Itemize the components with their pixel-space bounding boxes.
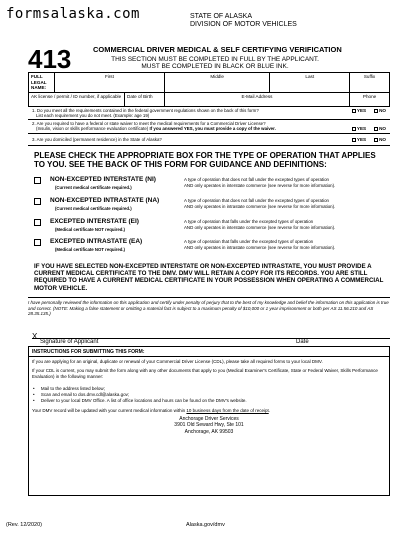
revision-date: (Rev. 12/2020) (6, 522, 42, 528)
first-name-label: First (104, 74, 114, 79)
instructions-title: INSTRUCTIONS FOR SUBMITTING THIS FORM: (32, 349, 145, 355)
dmv-website-link[interactable]: Alaska.gov/dmv (186, 522, 225, 528)
option-non-excepted-intrastate (34, 197, 394, 217)
option-note: (Current medical certificate required.) (55, 206, 132, 211)
option-note: (Medical certificate NOT required.) (55, 227, 125, 232)
question-text: Do you meet all the requirements contained in the federal government regulations shown on the back of this form? (36, 108, 259, 113)
option-description: A type of operation that does not fall under the excepted types of operation AND only operates in interstate commerce (see reverse for more information). (184, 177, 336, 188)
middle-name-label: Middle (210, 74, 224, 79)
question-2 (28, 121, 390, 131)
option-description: A type of operation that falls under the excepted types of operation AND only operates in interstate commerce (see reverse for more information). (184, 219, 336, 230)
first-name-field[interactable] (54, 73, 164, 93)
option-description: A type of operation that does not fall under the excepted types of operation AND only operates in intrastate commerce (see reverse for more information). (184, 198, 336, 209)
state-name: STATE OF ALASKA (190, 13, 252, 20)
ea-checkbox[interactable] (34, 239, 41, 246)
ei-checkbox[interactable] (34, 219, 41, 226)
option-description: A type of operation that falls under the excepted types of operation AND only operates in intrastate commerce (see reverse for more information). (184, 239, 336, 250)
question-waiver-note: If you answered YES, you must provide a copy of the waiver. (149, 126, 276, 132)
instructions-paragraph-2: If your CDL is current, you may submit the form along with any other documents that apply to you (Medical Examiner's Certificate, State or Federal Waiver, Skills Performance Evaluation) in the following manner: (32, 368, 378, 379)
option-name: EXCEPTED INTERSTATE (EI) (50, 218, 139, 225)
instructions-bullet-email: • Scan and email to dos.dmv.cdl@alaska.gov; (33, 392, 130, 397)
middle-name-field[interactable] (164, 73, 270, 93)
certification-statement: I have personally reviewed the information on this application and certify under penalty of perjury that to the best of my knowledge and belief the information on this application is true and correct. (NOTE: Making a false statement or omitting a material fact is subject to a maximum penalty of $10,000 or 1 year imprisonment or both per AS 11.56.210 and AS 28.35.135.) (28, 300, 389, 316)
subtitle-line-1: THIS SECTION MUST BE COMPLETED IN FULL BY THE APPLICANT. (111, 56, 319, 63)
medical-certificate-warning: IF YOU HAVE SELECTED NON-EXCEPTED INTERSTATE OR NON-EXCEPTED INTRASTATE, YOU MUST PROVIDE A CURRENT MEDICAL CERTIFICATE TO THE DMV. DMV WILL RETAIN A COPY FOR ITS RECORDS. YOU ARE STILL REQUIRED TO HAVE A CURRENT MEDICAL CERTIFICATE IN YOUR POSSESSION WHEN OPERATING A COMMERCIAL MOTOR VEHICLE. (34, 263, 384, 292)
phone-field[interactable] (350, 92, 390, 106)
email-label: E-Mail Address (241, 93, 273, 99)
address-line-1: Anchorage Driver Services (179, 416, 239, 422)
instructions-bullet-mail: • Mail to the address listed below; (33, 386, 105, 391)
option-excepted-intrastate (34, 238, 394, 258)
option-excepted-interstate (34, 218, 394, 238)
q3-yes-checkbox[interactable]: YES (352, 137, 366, 142)
question-3 (28, 137, 390, 142)
applicant-info-table (28, 72, 390, 107)
divider (29, 356, 390, 357)
q1-yes-checkbox[interactable]: YES (352, 108, 366, 113)
last-name-label: Last (305, 74, 315, 79)
form-number: 413 (28, 44, 72, 74)
divider (28, 145, 390, 146)
date-label: Date (296, 339, 309, 345)
form-subtitle (110, 56, 320, 70)
divider (28, 297, 390, 298)
processing-time: 10 business days from the date of receipt (186, 408, 269, 413)
address-line-3: Anchorage, AK 99503 (184, 428, 234, 435)
option-name: NON-EXCEPTED INTRASTATE (NA) (50, 197, 160, 204)
q2-no-checkbox[interactable]: NO (374, 126, 386, 131)
license-label: AK license / permit / ID number, if applicable (31, 93, 122, 99)
na-checkbox[interactable] (34, 198, 41, 205)
question-number: 1. (32, 108, 36, 113)
divider (28, 119, 390, 120)
suffix-label: Suffix (363, 74, 376, 79)
signature-x-mark: X (32, 332, 38, 341)
divider (28, 133, 390, 134)
question-1 (28, 108, 390, 118)
option-non-excepted-interstate (34, 176, 394, 196)
option-name: NON-EXCEPTED INTERSTATE (NI) (50, 176, 156, 183)
option-note: (Current medical certificate required.) (55, 185, 132, 190)
ni-checkbox[interactable] (34, 177, 41, 184)
question-subtext: List each requirement you do not meet. (Example: age 19) (36, 113, 150, 119)
phone-label: Phone (362, 93, 377, 99)
agency-header (190, 13, 297, 29)
mailing-address (29, 416, 389, 435)
license-field[interactable] (29, 92, 165, 106)
q2-yes-checkbox[interactable]: YES (352, 126, 366, 131)
q1-no-checkbox[interactable]: NO (374, 108, 386, 113)
last-name-field[interactable] (270, 73, 350, 93)
instructions-paragraph-1: If you are applying for an original, duplicate or renewal of your Commercial Driver License (CDL), please take all required forms to your local DMV. (32, 359, 323, 364)
email-field[interactable] (164, 92, 349, 106)
q3-no-checkbox[interactable]: NO (374, 137, 386, 142)
question-number: 2. (32, 121, 36, 126)
question-text: Are you required to have a federal or state waiver to meet the medical requirements for a Commercial Driver License? (36, 121, 266, 126)
question-subtext: (Insulin, vision or skills performance evaluation certificate) (36, 126, 149, 132)
dob-field[interactable] (124, 93, 164, 106)
site-brand: formsalaska.com (6, 6, 140, 22)
operation-type-heading: PLEASE CHECK THE APPROPRIATE BOX FOR THE TYPE OF OPERATION THAT APPLIES TO YOU. SEE THE BACK OF THIS FORM FOR GUIDANCE AND DEFINITIONS: (34, 151, 376, 169)
full-legal-name-label: FULL LEGAL NAME: (29, 73, 55, 93)
question-number: 3. (32, 137, 36, 142)
dob-label: Date of Birth (127, 93, 153, 99)
option-name: EXCEPTED INTRASTATE (EA) (50, 238, 143, 245)
instructions-box (28, 346, 390, 496)
instructions-paragraph-3: Your DMV record will be updated with your current medical information within 10 business days from the date of receipt. (32, 408, 270, 413)
instructions-bullet-deliver: • Deliver to your local DMV Office. A list of office locations and hours can be found on the DMV's website. (33, 398, 247, 403)
form-title: COMMERCIAL DRIVER MEDICAL & SELF CERTIFYING VERIFICATION (93, 45, 342, 54)
question-text: Are you domiciled (permanent residence) in the State of Alaska? (36, 137, 162, 142)
subtitle-line-2: MUST BE COMPLETED IN BLACK OR BLUE INK. (141, 63, 289, 70)
suffix-field[interactable] (350, 73, 390, 93)
option-note: (Medical certificate NOT required.) (55, 247, 125, 252)
signature-label: Signature of Applicant (40, 339, 99, 345)
division-name: DIVISION OF MOTOR VEHICLES (190, 21, 297, 28)
address-line-2: 3901 Old Seward Hwy, Ste 101 (174, 422, 244, 429)
